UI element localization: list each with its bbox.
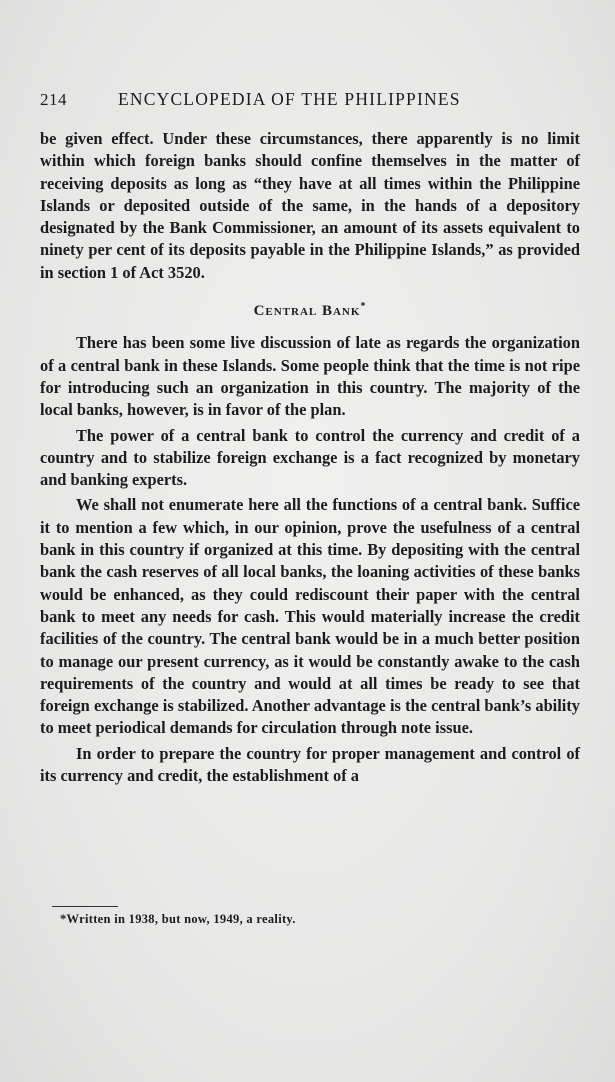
section-heading-text: Central Bank: [253, 303, 361, 320]
footnote-divider: [52, 906, 118, 907]
body-text: [40, 128, 580, 787]
page-header: [40, 86, 580, 114]
section-heading: [40, 296, 580, 322]
paragraph-5: In order to prepare the country for proper management and control of its currency and credit, the establishment of a: [40, 743, 580, 786]
paragraph-4: We shall not enumerate here all the functions of a central bank. Suffice it to mention a few which, in our opinion, prove the usefulness of a central bank in this country if organized at this time. By depositing with the central bank the cash reserves of all local banks, the loaning activities of these banks would be enhanced, as they could rediscount their paper with the central bank to meet any needs for cash. This would materially increase the credit facilities of the country. The central bank would be in a much better position to manage our present currency, as it would be constantly awake to the cash requirements of the country and would at all times be ready to see that foreign exchange is stabilized. Another advantage is the central bank’s ability to meet periodical demands for circulation through note issue.: [40, 495, 580, 738]
paragraph-3: The power of a central bank to control the currency and credit of a country and to stabilize foreign exchange is a fact recognized by monetary and banking experts.: [40, 425, 580, 490]
running-title: ENCYCLOPEDIA OF THE PHILIPPINES: [118, 89, 461, 109]
footnote-marker: *: [360, 301, 367, 313]
paragraph-2: There has been some live discussion of late as regards the organization of a central bank in these Islands. Some people think that the time is not ripe for introducing such an organization in this country. The majority of the local banks, however, is in favor of the plan.: [40, 333, 580, 420]
footnote: *Written in 1938, but now, 1949, a reality.: [60, 912, 296, 926]
page-number: 214: [40, 90, 67, 109]
paragraph-1: be given effect. Under these circumstances, there apparently is no limit within which foreign banks should confine themselves in the matter of receiving deposits as long as “they have at all times within the Philippine Islands or deposited outside of the same, in the hands of a depository designated by the Bank Commissioner, an amount of its assets equivalent to ninety per cent of its deposits payable in the Philippine Islands,” as provided in section 1 of Act 3520.: [40, 129, 580, 282]
